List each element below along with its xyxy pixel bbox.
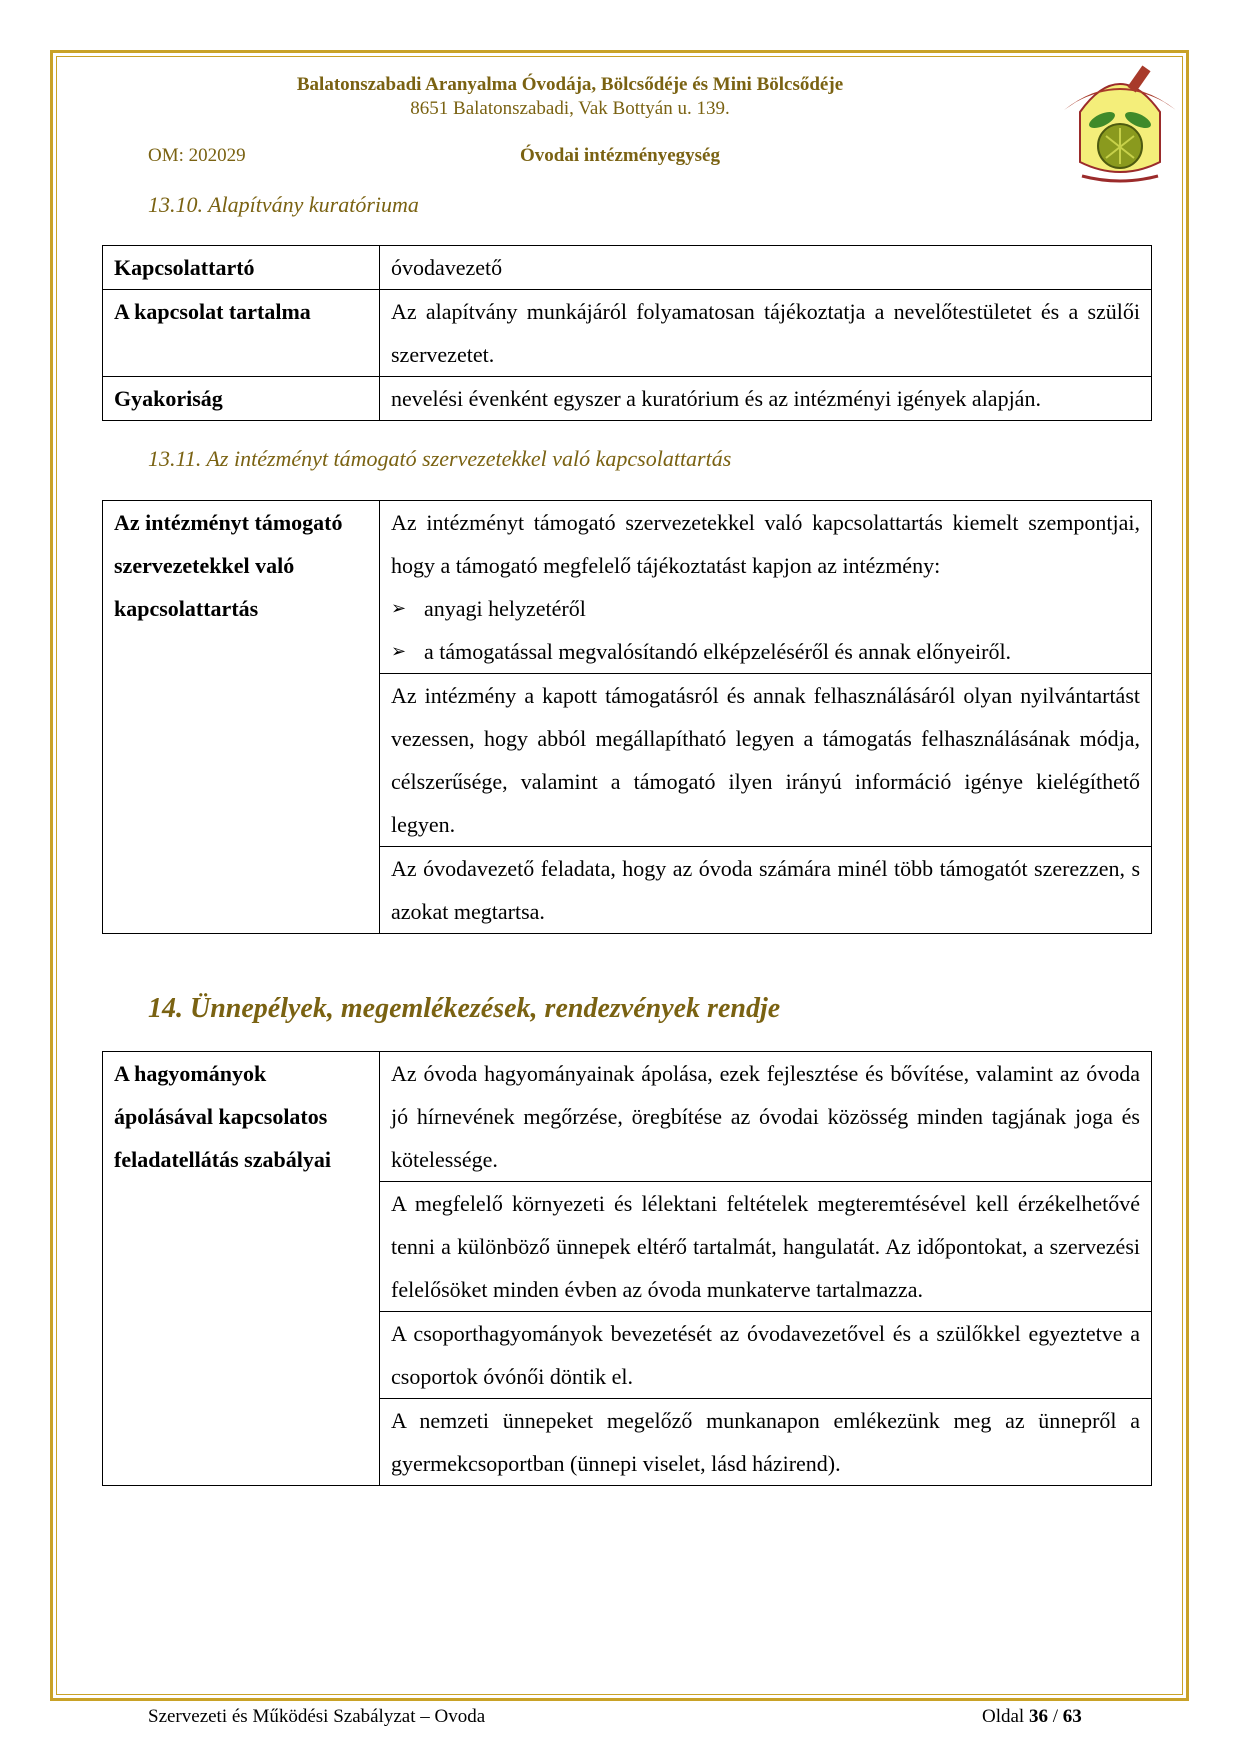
arrow-bullet-icon: ➢ (391, 598, 407, 618)
table-row (103, 377, 1152, 421)
row-text: Az intézmény a kapott támogatásról és annak felhasználásáról olyan nyilvántartást vezessen, hogy abból megállapítható legyen a támogatás felhasználásának módja, célszerűsége, valamint a támogató ilyen irányú információ igénye kielégíthető legyen. (380, 674, 1152, 847)
page-separator: / (1052, 1706, 1058, 1727)
row-label: Kapcsolattartó (103, 246, 380, 290)
row-text: A csoporthagyományok bevezetését az óvodavezetővel és a szülőkkel egyeztetve a csoportok óvónői döntik el. (380, 1312, 1152, 1399)
unit-name: Óvodai intézményegység (519, 145, 720, 166)
row-text: A nemzeti ünnepeket megelőző munkanapon emlékezünk meg az ünnepről a gyermekcsoportban (ünnepi viselet, lásd házirend). (380, 1399, 1152, 1486)
row-label: A kapcsolat tartalma (103, 290, 380, 377)
bullet-list (391, 587, 1140, 673)
table-hagyomanyok (102, 1051, 1152, 1486)
row-label: Gyakoriság (103, 377, 380, 421)
institution-address: 8651 Balatonszabadi, Vak Bottyán u. 139. (410, 98, 730, 119)
list-item (391, 587, 1140, 630)
row-text: Az alapítvány munkájáról folyamatosan tájékoztatja a nevelőtestületet és a szülői szervezetet. (380, 290, 1152, 377)
school-logo-icon (1060, 64, 1180, 186)
page-current: 36 (1028, 1706, 1048, 1727)
section-13-11-heading: 13.11. Az intézményt támogató szervezetekkel való kapcsolattartás (148, 446, 732, 471)
row-text: nevelési évenként egyszer a kuratórium és az intézményi igények alapján. (380, 377, 1152, 421)
section-13-10-heading: 13.10. Alapítvány kuratóriuma (148, 192, 419, 217)
arrow-bullet-icon: ➢ (391, 641, 407, 661)
table-row (103, 246, 1152, 290)
list-item (391, 630, 1140, 673)
row-text (380, 501, 1152, 674)
row-text: A megfelelő környezeti és lélektani feltételek megteremtésével kell érzékelhetővé tenni a különböző ünnepek eltérő tartalmát, hangulatát. Az időpontokat, a szervezési felelősöket minden évben az óvoda munkaterve tartalmazza. (380, 1182, 1152, 1312)
institution-name: Balatonszabadi Aranyalma Óvodája, Bölcsődéje és Mini Bölcsődéje (296, 74, 844, 95)
footer-title: Szervezeti és Működési Szabályzat – Ovoda (148, 1706, 486, 1727)
intro-text: Az intézményt támogató szervezetekkel való kapcsolattartás kiemelt szempontjai, hogy a támogató megfelelő tájékoztatást kapjon az intézmény: (391, 510, 1140, 578)
row-text: Az óvodavezető feladata, hogy az óvoda számára minél több támogatót szerezzen, s azokat megtartsa. (380, 847, 1152, 934)
row-label: Az intézményt támogató szervezetekkel való kapcsolattartás (103, 501, 380, 934)
table-row (103, 1052, 1152, 1182)
section-14-heading: 14. Ünnepélyek, megemlékezések, rendezvények rendje (148, 993, 781, 1024)
table-alapitvany (102, 245, 1152, 421)
page-number (982, 1706, 1082, 1728)
page-total: 63 (1062, 1706, 1082, 1727)
row-label: A hagyományok ápolásával kapcsolatos feladatellátás szabályai (103, 1052, 380, 1486)
table-row (103, 290, 1152, 377)
table-row (103, 501, 1152, 674)
row-text: Az óvoda hagyományainak ápolása, ezek fejlesztése és bővítése, valamint az óvoda jó hírnevének megőrzése, öregbítése az óvodai közösség minden tagjának joga és kötelessége. (380, 1052, 1152, 1182)
table-tamogatok (102, 500, 1152, 934)
row-text: óvodavezető (380, 246, 1152, 290)
page-prefix: Oldal (982, 1706, 1025, 1727)
list-item-text: a támogatással megvalósítandó elképzeléséről és annak előnyeiről. (424, 639, 1012, 664)
om-number: OM: 202029 (148, 145, 246, 166)
list-item-text: anyagi helyzetéről (424, 596, 586, 621)
